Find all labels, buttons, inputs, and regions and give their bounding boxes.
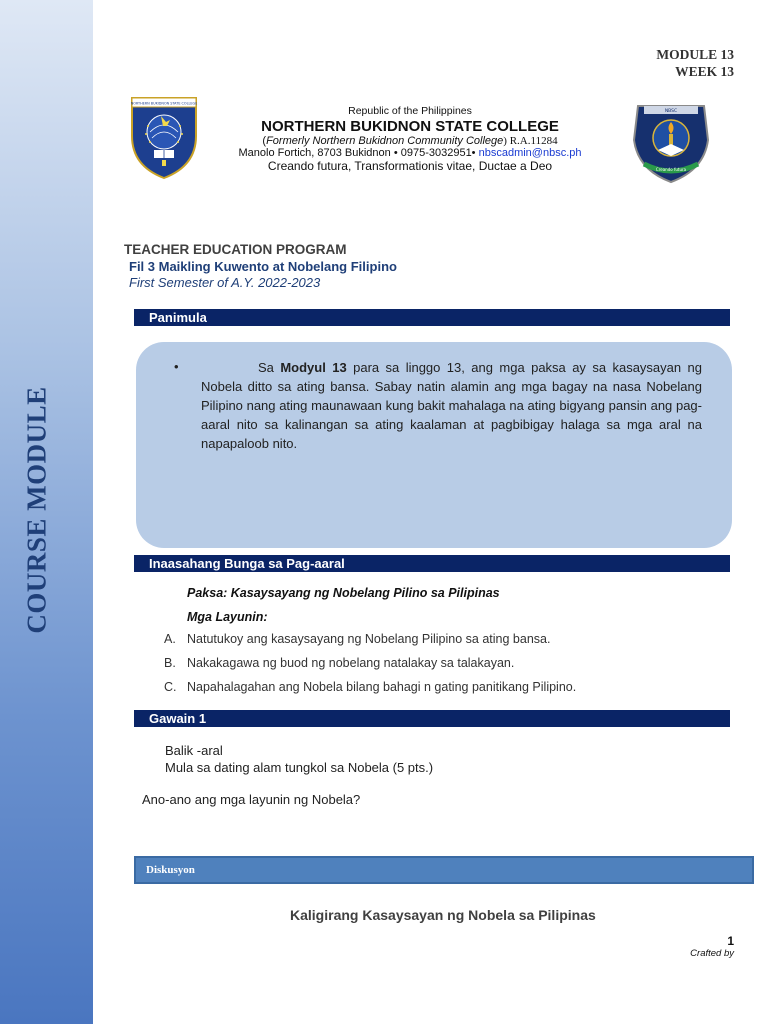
section-bar-diskusyon: Diskusyon — [134, 856, 754, 884]
section-bar-panimula: Panimula — [134, 309, 730, 326]
crafted-by: Crafted by — [690, 948, 734, 959]
sidebar-gradient — [0, 0, 93, 1024]
email-link[interactable]: nbscadmin@nbsc.ph — [478, 147, 582, 159]
college-motto: Creando futura, Transformationis vitae, Ductae a Deo — [267, 159, 553, 173]
list-letter: A. — [164, 632, 176, 646]
activity-line-2: Mula sa dating alam tungkol sa Nobela (5 pts.) — [165, 760, 434, 775]
module-info — [656, 46, 734, 80]
week-label: WEEK 13 — [675, 64, 734, 79]
list-letter: C. — [164, 680, 177, 694]
college-name: NORTHERN BUKIDNON STATE COLLEGE — [261, 118, 559, 135]
address-text: Manolo Fortich, 8703 Bukidnon • 0975-3032951• — [238, 147, 476, 159]
college-logo-left — [130, 96, 198, 180]
program-title: TEACHER EDUCATION PROGRAM — [124, 242, 347, 257]
course-title: Fil 3 Maikling Kuwento at Nobelang Filipino — [129, 259, 397, 274]
list-item — [164, 680, 734, 704]
sidebar-title: COURSE MODULE — [21, 386, 52, 634]
formerly-open: ( — [262, 135, 267, 147]
page-number: 1 — [727, 934, 734, 948]
logo-right-text: NBSC — [664, 109, 678, 114]
semester-line: First Semester of A.Y. 2022-2023 — [129, 275, 321, 290]
logo-left-text: NORTHERN BUKIDNON STATE COLLEGE — [130, 101, 198, 106]
section-bar-inaasahang: Inaasahang Bunga sa Pag-aaral — [134, 555, 730, 572]
intro-bullet: • — [174, 359, 179, 374]
intro-rest: para sa linggo 13, ang mga paksa ay sa kasaysayan ng Nobela ditto sa ating bansa. Sabay natin alamin ang mga bagay na nasa Nobelang Pilipino nang ating maunawaan kung bakit mahalaga na ating bigyang pansin ang pag-aaral nito sa kalinangan sa ating kaalaman at pagbibigay halaga sa mga aral na napapaloob nito. — [201, 360, 702, 451]
address-line — [215, 147, 605, 159]
discussion-title: Kaligirang Kasaysayan ng Nobela sa Pilipinas — [290, 907, 596, 923]
list-text: Natutukoy ang kasaysayang ng Nobelang Pilipino sa ating bansa. — [187, 632, 551, 646]
list-item — [164, 656, 734, 680]
formerly-line — [215, 135, 605, 147]
topic-line: Paksa: Kasaysayang ng Nobelang Pilino sa Pilipinas — [187, 586, 500, 600]
department-logo-right — [630, 100, 712, 184]
intro-paragraph — [201, 358, 702, 453]
letterhead — [215, 105, 605, 173]
objectives-block — [164, 586, 734, 704]
intro-bold: Modyul 13 — [280, 360, 347, 375]
objectives-title: Mga Layunin: — [187, 610, 268, 624]
activity-line-1: Balik -aral — [165, 743, 223, 758]
objectives-list — [164, 632, 734, 704]
section-bar-gawain: Gawain 1 — [134, 710, 730, 727]
program-block — [124, 242, 397, 290]
intro-prefix: Sa — [258, 360, 274, 375]
activity-question: Ano-ano ang mga layunin ng Nobela? — [142, 792, 361, 807]
list-item — [164, 632, 734, 656]
list-text: Nakakagawa ng buod ng nobelang natalakay sa talakayan. — [187, 656, 515, 670]
intro-box — [136, 342, 732, 548]
module-label: MODULE 13 — [656, 47, 734, 62]
logo-right-motto: Creando futura — [655, 167, 687, 172]
formerly-close: ) R.A.11284 — [503, 135, 558, 147]
republic-line: Republic of the Philippines — [348, 105, 472, 117]
list-text: Napahalagahan ang Nobela bilang bahagi n gating panitikang Pilipino. — [187, 680, 577, 694]
formerly-name: Formerly Northern Bukidnon Community College — [266, 135, 504, 147]
activity-text — [165, 742, 433, 776]
list-letter: B. — [164, 656, 176, 670]
